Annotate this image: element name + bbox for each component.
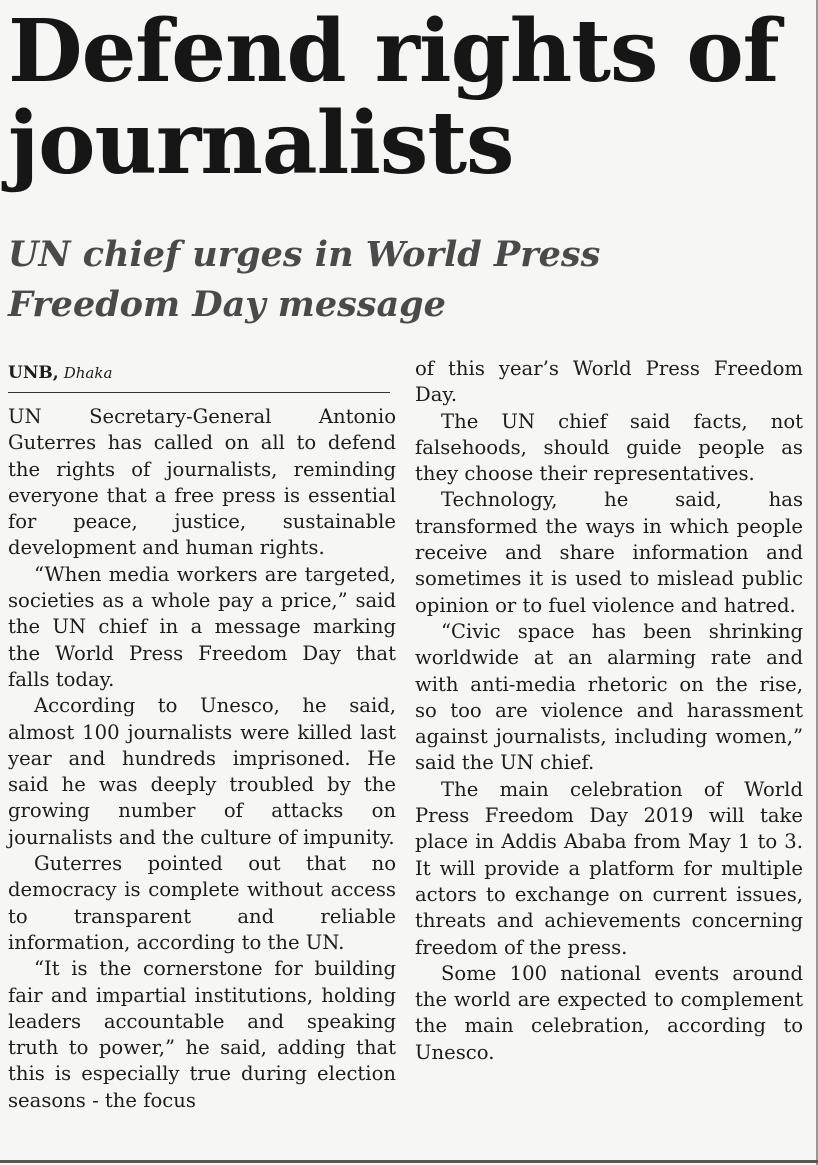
byline-place: Dhaka xyxy=(63,364,113,382)
article-paragraph: According to Unesco, he said, almost 100 journalists were killed last year and hundreds imprisoned. He said he was deeply troubled by the growing number of attacks on journalists and the culture of impunity. xyxy=(8,694,396,849)
article-paragraph: The UN chief said facts, not falsehoods, should guide people as they choose their representatives. xyxy=(415,409,803,486)
article-paragraph: “Civic space has been shrinking worldwide at an alarming rate and with anti-media rhetoric on the rise, so too are violence and harassment against journalists, including women,” said the UN chief. xyxy=(415,619,803,775)
article-paragraph: Some 100 national events around the world are expected to complement the main celebration, according to Unesco. xyxy=(415,961,803,1064)
article-paragraph: “It is the cornerstone for building fair and impartial institutions, holding leaders accountable and speaking truth to power,” he said, adding that this is especially true during election seasons - the focus xyxy=(8,957,396,1112)
byline-agency: UNB, xyxy=(8,363,59,383)
bottom-divider xyxy=(0,1160,818,1163)
article-paragraph: Guterres pointed out that no democracy is complete without access to transparent and reliable information, according to the UN. xyxy=(8,852,396,954)
article-paragraph: “When media workers are targeted, societies as a whole pay a price,” said the UN chief in a message marking the World Press Freedom Day that falls today. xyxy=(8,562,396,691)
subheadline: UN chief urges in World Press Freedom Day message xyxy=(8,234,601,325)
byline xyxy=(8,362,390,393)
headline: Defend rights of journalists xyxy=(8,1,779,194)
article-paragraph: of this year’s World Press Freedom Day. xyxy=(415,357,803,407)
article-paragraph: Technology, he said, has transformed the ways in which people receive and share information and sometimes it is used to mislead public opinion or to fuel violence and hatred. xyxy=(415,488,803,617)
article-column-left xyxy=(8,404,396,1114)
article-column-right xyxy=(415,356,803,1066)
article-paragraph: UN Secretary-General Antonio Guterres has called on all to defend the rights of journalists, reminding everyone that a free press is essential for peace, justice, sustainable development and human rights. xyxy=(8,405,396,560)
article-paragraph: The main celebration of World Press Freedom Day 2019 will take place in Addis Ababa from May 1 to 3. It will provide a platform for multiple actors to exchange on current issues, threats and achievements concerning freedom of the press. xyxy=(415,777,803,959)
